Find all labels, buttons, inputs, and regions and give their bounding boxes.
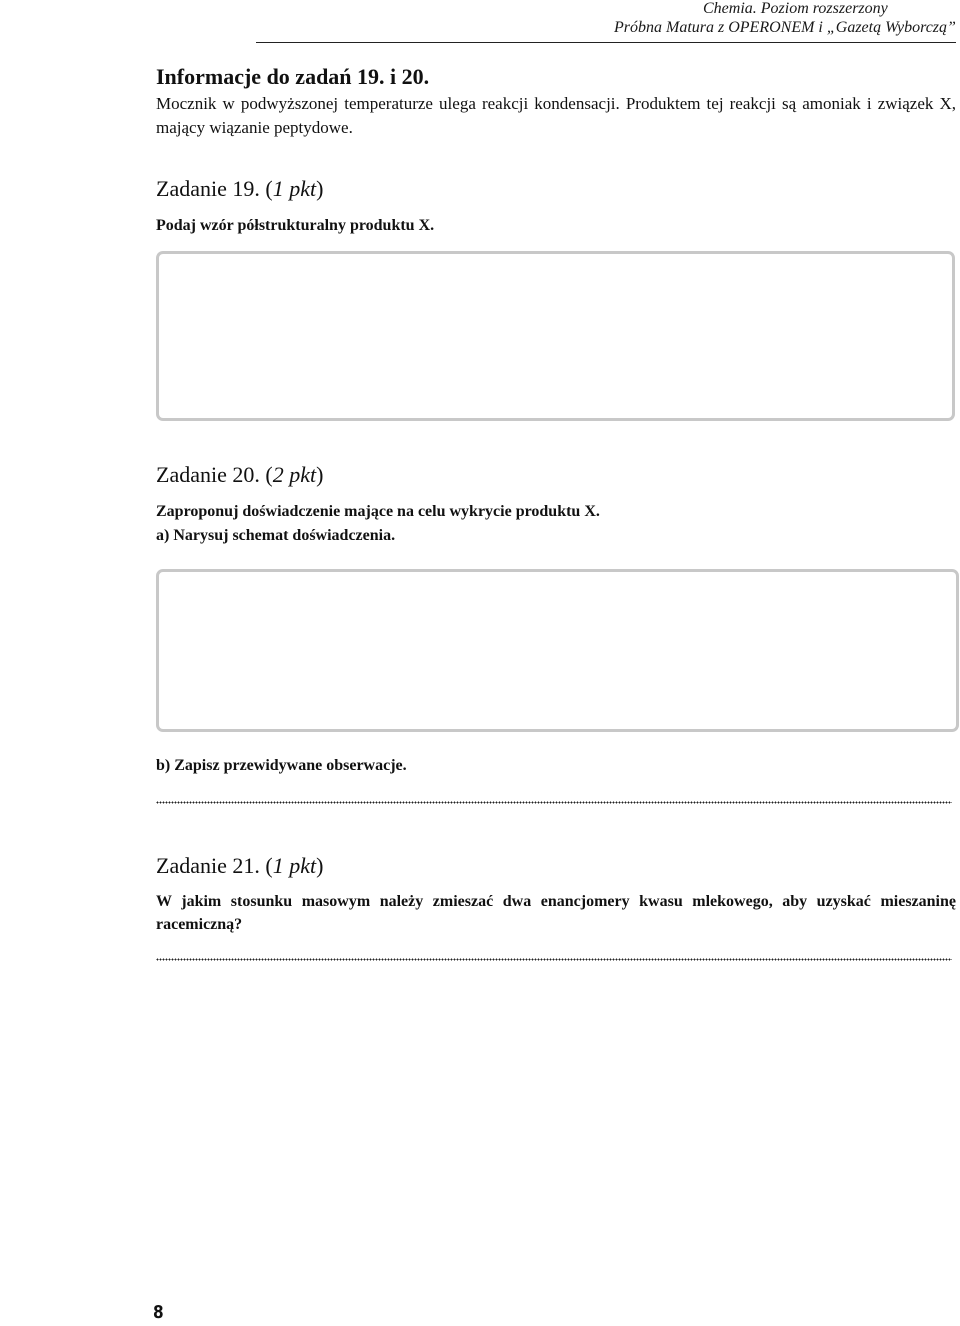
task-21-question: W jakim stosunku masowym należy zmieszać dwa enancjomery kwasu mlekowego, aby uzyskać mieszaninę racemiczną? (156, 893, 956, 933)
header-subject: Chemia. Poziom rozszerzony (703, 0, 888, 17)
header-divider (256, 42, 956, 43)
task-21-points: 1 pkt (272, 853, 317, 878)
task-20-question: Zaproponuj doświadczenie mające na celu wykrycie produktu X. (156, 503, 600, 520)
task-21-answer-line[interactable] (156, 958, 952, 962)
info-text: Mocznik w podwyższonej temperaturze ulega reakcji kondensacji. Produktem tej reakcji są amoniak i związek X, mający wiązanie peptydowe. (156, 94, 956, 137)
task-20-label: Zadanie 20. (156, 462, 260, 487)
page-header (256, 0, 956, 44)
task-20-title: Zadanie 20. (2 pkt) (156, 462, 324, 487)
task-19-title: Zadanie 19. (1 pkt) (156, 176, 324, 201)
task-19-label: Zadanie 19. (156, 176, 260, 201)
task-20-part-b: b) Zapisz przewidywane obserwacje. (156, 757, 407, 774)
task-20-answer-line[interactable] (156, 801, 952, 805)
task-19-question: Podaj wzór półstrukturalny produktu X. (156, 217, 435, 234)
task-20-points: 2 pkt (272, 462, 317, 487)
info-heading: Informacje do zadań 19. i 20. (156, 64, 430, 89)
task-20-answer-box[interactable] (156, 569, 959, 732)
task-21-title: Zadanie 21. (1 pkt) (156, 853, 324, 878)
task-19-points: 1 pkt (272, 176, 317, 201)
task-19-answer-box[interactable] (156, 251, 955, 421)
page-number: 8 (152, 1302, 164, 1323)
task-21-label: Zadanie 21. (156, 853, 260, 878)
header-exam-name: Próbna Matura z OPERONEM i „Gazetą Wyborczą” (614, 19, 956, 36)
task-20-part-a: a) Narysuj schemat doświadczenia. (156, 527, 396, 544)
